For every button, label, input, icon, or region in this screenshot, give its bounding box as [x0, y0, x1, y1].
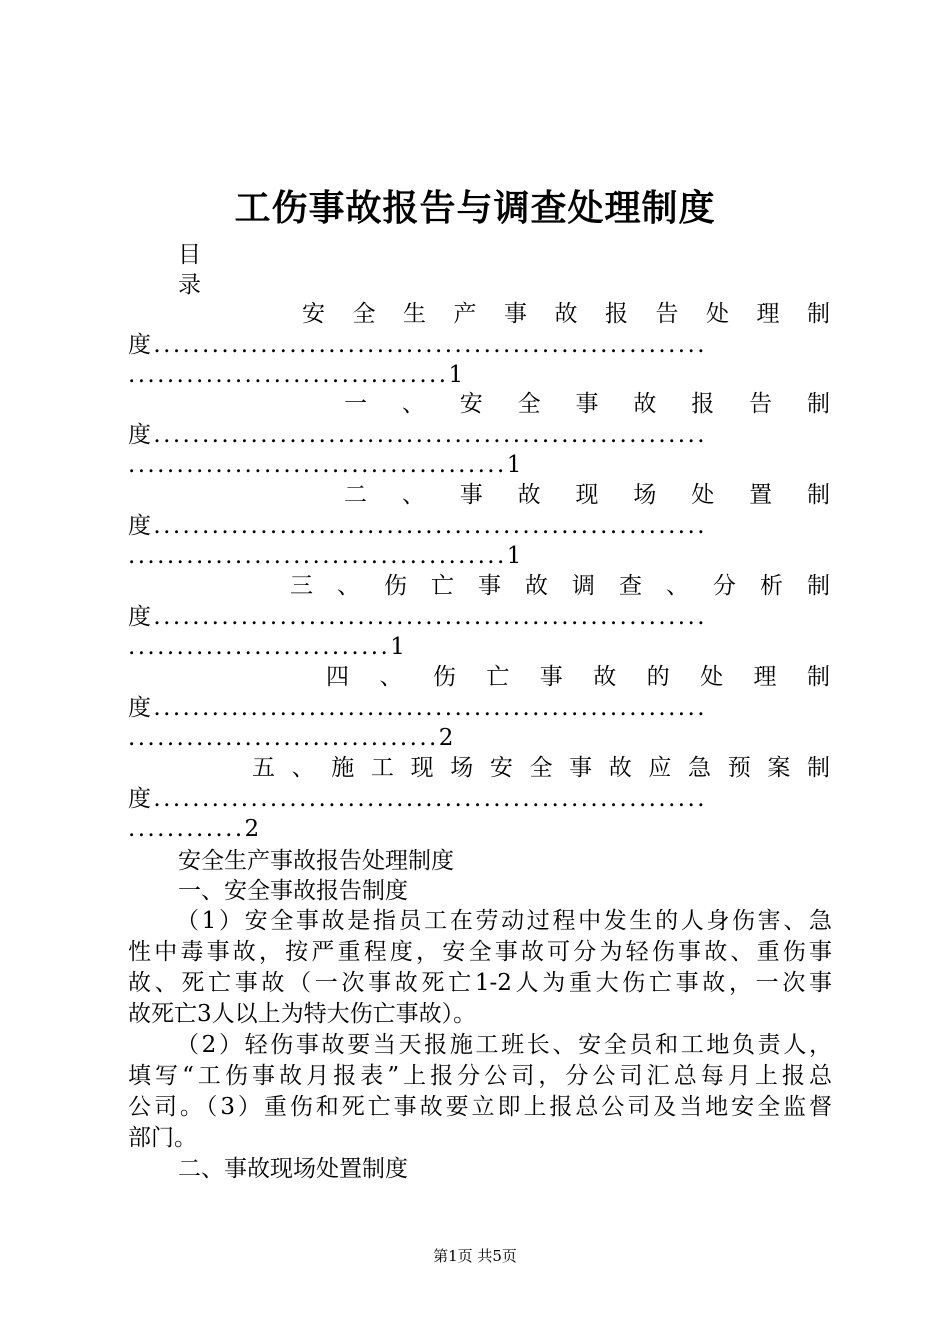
toc-entry[interactable] [128, 388, 830, 480]
toc-label-char: 全 [517, 391, 541, 417]
toc-label-char: 处 [691, 482, 715, 508]
toc-label-char: 急 [688, 755, 712, 781]
paragraph-line: （2）轻伤事故要当天报施工班长、安全员和工地负责人， [176, 1032, 832, 1058]
toc-entry-page: .................................1 [128, 362, 466, 388]
toc-label-char: 、 [666, 573, 689, 599]
toc-label-char: 告 [749, 391, 773, 417]
toc-entry-leader: 度......................................................... [128, 513, 707, 539]
toc-label-char: 工 [370, 755, 394, 781]
toc-label-char: 故 [608, 755, 632, 781]
toc-label-char: 预 [727, 755, 751, 781]
page-title: 工伤事故报告与调查处理制度 [234, 187, 716, 229]
toc-label-char: 全 [529, 755, 553, 781]
toc-label-char: 告 [655, 301, 679, 327]
toc-label-char: 事 [459, 482, 483, 508]
toc-label-char: 分 [713, 573, 736, 599]
paragraph-line: 故、死亡事故（一次事故死亡1-2人为重大伤亡事故，一次事 [128, 970, 832, 996]
toc-label-char: 理 [753, 664, 777, 690]
toc-label-char: 制 [807, 482, 830, 508]
toc-entry-leader: 度......................................................... [128, 786, 707, 812]
toc-label-char: 报 [605, 301, 628, 327]
toc-entry-leader: 度......................................................... [128, 332, 707, 358]
toc-label-char: 查 [619, 573, 642, 599]
toc-label-char: 场 [450, 755, 474, 781]
toc-label-char: 事 [569, 755, 593, 781]
paragraph-line: （1）安全事故是指员工在劳动过程中发生的人身伤害、急 [176, 908, 832, 934]
toc-label-char: 事 [575, 391, 599, 417]
toc-label-char: 亡 [486, 664, 510, 690]
toc-label-char: 报 [691, 391, 715, 417]
toc-label-char: 处 [706, 301, 729, 327]
toc-entry-leader: 度......................................................... [128, 695, 707, 721]
paragraph-line: 部门。 [128, 1125, 197, 1151]
toc-label-char: 伤 [384, 573, 407, 599]
toc-label-char: 事 [478, 573, 501, 599]
page-footer: 第1页 共5页 [433, 1247, 517, 1265]
paragraph-line: 故死亡3人以上为特大伤亡事故）。 [128, 1001, 477, 1027]
toc-label-char: 场 [633, 482, 657, 508]
toc-entry-page: .......................................1 [128, 543, 524, 569]
toc-label-char: 的 [646, 664, 670, 690]
toc-label-char: 事 [539, 664, 563, 690]
toc-label-char: 制 [806, 755, 830, 781]
toc-entry-label [128, 298, 830, 330]
toc-label-char: 现 [410, 755, 434, 781]
toc-label-char: 三 [290, 573, 313, 599]
toc-label-char: 制 [807, 391, 830, 417]
toc-label-char: 故 [593, 664, 617, 690]
toc-entry[interactable] [128, 570, 830, 662]
toc-entry-page: .......................................1 [128, 452, 524, 478]
section-heading: 安全生产事故报告处理制度 [178, 848, 454, 874]
toc-label-char: 二 [344, 482, 367, 508]
toc-label-char: 、 [401, 391, 425, 417]
toc-label-char: 、 [379, 664, 403, 690]
paragraph-line: 填写“工伤事故月报表”上报分公司，分公司汇总每月上报总 [128, 1063, 832, 1089]
toc-label-char: 生 [403, 301, 426, 327]
toc-entry-label [128, 388, 830, 420]
toc-entry[interactable] [128, 661, 830, 753]
toc-entry-leader: 度......................................................... [128, 604, 707, 630]
toc-label-char: 故 [517, 482, 541, 508]
toc-heading-2: 录 [178, 272, 201, 298]
toc-label-char: 安 [489, 755, 513, 781]
toc-label-char: 应 [648, 755, 672, 781]
toc-label-char: 置 [749, 482, 773, 508]
paragraph-line: 公司。（3）重伤和死亡事故要立即上报总公司及当地安全监督 [128, 1094, 832, 1120]
toc-entry-page: ............2 [128, 816, 262, 842]
toc-label-char: 、 [291, 755, 315, 781]
toc-label-char: 事 [504, 301, 527, 327]
toc-entry-label [128, 570, 830, 602]
toc-label-char: 亡 [431, 573, 454, 599]
toc-label-char: 理 [756, 301, 780, 327]
toc-entry-label [128, 479, 830, 511]
section-heading: 二、事故现场处置制度 [178, 1156, 408, 1182]
toc-entry[interactable] [128, 479, 830, 571]
toc-label-char: 现 [575, 482, 599, 508]
toc-label-char: 制 [807, 301, 830, 327]
toc-label-char: 伤 [432, 664, 456, 690]
toc-label-char: 产 [453, 301, 477, 327]
toc-label-char: 析 [760, 573, 783, 599]
toc-label-char: 、 [337, 573, 360, 599]
toc-label-char: 处 [700, 664, 724, 690]
toc-label-char: 制 [807, 573, 830, 599]
toc-label-char: 安 [459, 391, 483, 417]
paragraph-line: 性中毒事故，按严重程度，安全事故可分为轻伤事故、重伤事 [128, 939, 832, 965]
toc-label-char: 、 [401, 482, 425, 508]
toc-entry-leader: 度......................................................... [128, 422, 707, 448]
toc-label-char: 故 [633, 391, 657, 417]
toc-entry-label [128, 752, 830, 784]
toc-label-char: 一 [344, 391, 367, 417]
toc-label-char: 制 [806, 664, 830, 690]
toc-entry[interactable] [128, 752, 830, 844]
toc-label-char: 施 [331, 755, 355, 781]
toc-label-char: 故 [554, 301, 578, 327]
toc-label-char: 全 [352, 301, 376, 327]
toc-label-char: 五 [252, 755, 275, 781]
toc-label-char: 安 [302, 301, 325, 327]
toc-entry-page: ...........................1 [128, 634, 408, 660]
toc-entry-page: ................................2 [128, 725, 456, 751]
toc-label-char: 四 [326, 664, 349, 690]
toc-label-char: 案 [767, 755, 791, 781]
toc-label-char: 调 [572, 573, 595, 599]
toc-label-char: 故 [525, 573, 548, 599]
toc-heading-1: 目 [178, 242, 201, 268]
toc-entry-label [128, 661, 830, 693]
toc-entry[interactable] [128, 298, 830, 390]
section-heading: 一、安全事故报告制度 [178, 878, 408, 904]
